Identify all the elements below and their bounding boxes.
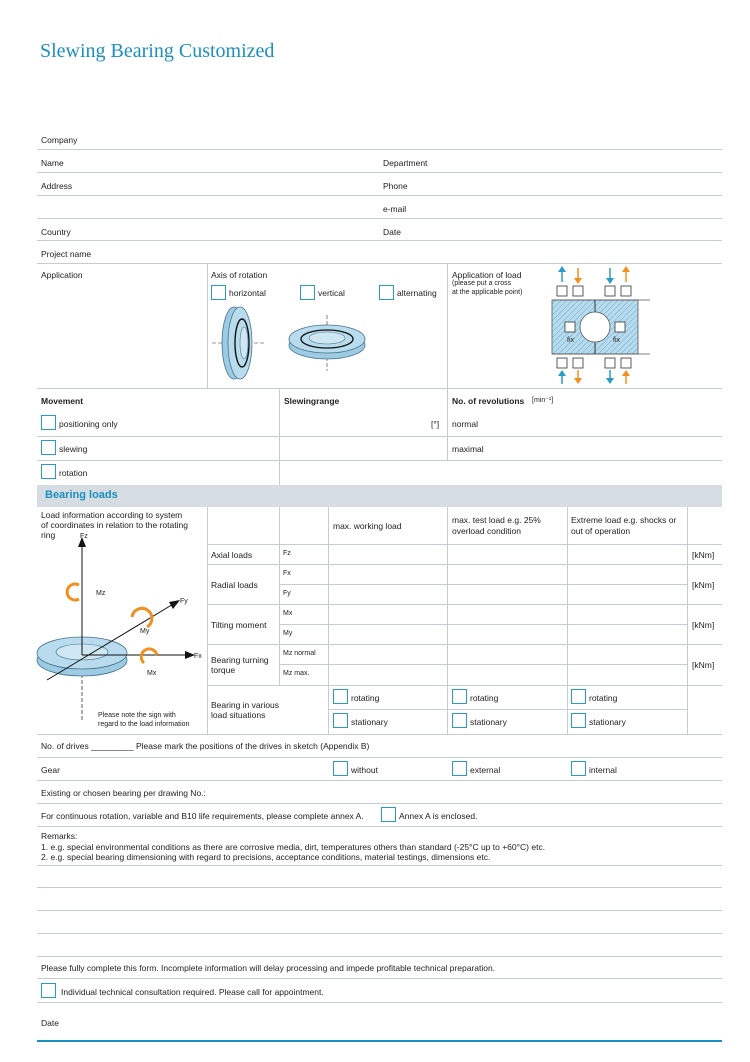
divider xyxy=(207,644,722,645)
divider xyxy=(687,507,688,734)
bearing-loads-title: Bearing loads xyxy=(45,489,118,501)
positioning-only-checkbox[interactable] xyxy=(41,415,56,430)
situations-label-1: Bearing in various xyxy=(211,700,280,710)
slewing-checkbox[interactable] xyxy=(41,440,56,455)
divider xyxy=(207,685,722,686)
mx-label: Mx xyxy=(147,670,157,677)
working-rotating-checkbox[interactable] xyxy=(333,689,348,704)
remarks-field-line[interactable] xyxy=(37,910,722,911)
annex-enclosed-checkbox[interactable] xyxy=(381,807,396,822)
completion-notice: Please fully complete this form. Incomplete information will delay processing and impede profitable technical preparation. xyxy=(41,963,496,973)
rotation-label: rotation xyxy=(59,468,88,478)
existing-bearing-label: Existing or chosen bearing per drawing No.: xyxy=(41,788,206,798)
application-label: Application xyxy=(41,270,83,280)
extreme-rotating-label: rotating xyxy=(589,693,618,703)
existing-bearing-field xyxy=(37,803,722,804)
page-title: Slewing Bearing Customized xyxy=(40,40,275,62)
footer-date-label: Date xyxy=(41,1018,59,1028)
row-symbol-mx: Mx xyxy=(283,610,293,617)
row-symbol-fx: Fx xyxy=(283,570,291,577)
revolutions-unit: [min⁻¹] xyxy=(532,397,554,404)
divider xyxy=(279,624,687,625)
slewing-unit: [°] xyxy=(431,419,440,429)
divider xyxy=(37,460,722,461)
consultation-label: Individual technical consultation required. Please call for appointment. xyxy=(61,987,324,997)
remarks-field-line[interactable] xyxy=(37,933,722,934)
extreme-rotating-checkbox[interactable] xyxy=(571,689,586,704)
row-turning-torque-1: Bearing turning xyxy=(211,655,269,665)
extreme-stationary-label: stationary xyxy=(589,717,626,727)
fz-label: Fz xyxy=(80,533,88,540)
extreme-stationary-checkbox[interactable] xyxy=(571,713,586,728)
divider xyxy=(37,826,722,827)
arrow-up-icon xyxy=(558,266,566,282)
divider xyxy=(207,507,208,734)
working-rotating-label: rotating xyxy=(351,693,380,703)
divider xyxy=(567,507,568,734)
row-radial-loads: Radial loads xyxy=(211,580,258,590)
gear-external-label: external xyxy=(470,765,501,775)
divider xyxy=(207,263,208,388)
project-name-label: Project name xyxy=(41,249,92,259)
sign-note-2: regard to the load information xyxy=(98,721,190,728)
load-intro-1: Load information according to system xyxy=(41,510,183,520)
country-field[interactable] xyxy=(37,240,722,241)
revolutions-normal-label: normal xyxy=(452,419,478,429)
fix-label-left: fix xyxy=(567,337,574,344)
axis-alternating-checkbox[interactable] xyxy=(379,285,394,300)
axis-alternating-label: alternating xyxy=(397,288,437,298)
divider xyxy=(447,388,448,461)
divider xyxy=(37,780,722,781)
divider xyxy=(37,956,722,957)
fx-label: Fx xyxy=(194,653,202,660)
drives-text: No. of drives _________ Please mark the positions of the drives in sketch (Appendix B) xyxy=(41,741,370,751)
gear-external-checkbox[interactable] xyxy=(452,761,467,776)
axis-horizontal-label: horizontal xyxy=(229,288,266,298)
axis-vertical-checkbox[interactable] xyxy=(300,285,315,300)
name-field[interactable] xyxy=(37,172,722,173)
working-stationary-label: stationary xyxy=(351,717,388,727)
email-field[interactable] xyxy=(37,218,722,219)
col-header-test-2: overload condition xyxy=(452,526,521,536)
row-symbol-mz-normal: Mz normal xyxy=(283,650,316,657)
project-name-field[interactable] xyxy=(37,263,722,264)
country-label: Country xyxy=(41,227,71,237)
arrow-down-icon xyxy=(574,268,582,284)
test-stationary-label: stationary xyxy=(470,717,507,727)
divider xyxy=(207,564,722,565)
application-of-load-label: Application of load xyxy=(452,270,522,280)
gear-without-checkbox[interactable] xyxy=(333,761,348,776)
working-stationary-checkbox[interactable] xyxy=(333,713,348,728)
sign-note-1: Please note the sign with xyxy=(98,712,176,719)
gear-without-label: without xyxy=(351,765,378,775)
row-symbol-fz: Fz xyxy=(283,550,291,557)
annex-text: For continuous rotation, variable and B10 life requirements, please complete annex A. xyxy=(41,811,364,821)
divider xyxy=(207,544,722,545)
rotation-checkbox[interactable] xyxy=(41,464,56,479)
row-axial-loads: Axial loads xyxy=(211,550,253,560)
company-label: Company xyxy=(41,135,78,145)
unit-axial: [kNm] xyxy=(692,550,715,560)
load-application-diagram xyxy=(550,266,655,386)
row-turning-torque-2: torque xyxy=(211,665,236,675)
name-label: Name xyxy=(41,158,64,168)
revolutions-header: No. of revolutions xyxy=(452,396,525,406)
my-label: My xyxy=(140,628,150,635)
divider xyxy=(37,388,722,389)
mz-label: Mz xyxy=(96,590,106,597)
divider xyxy=(37,1002,722,1003)
vertical-bearing-illustration xyxy=(287,315,367,375)
divider xyxy=(328,709,687,710)
remarks-line-2: 2. e.g. special bearing dimensioning with regard to precisions, acceptance conditions, material testings, dimensions etc. xyxy=(41,852,491,862)
col-header-test-1: max. test load e.g. 25% xyxy=(452,515,541,525)
divider xyxy=(279,507,280,685)
gear-internal-label: internal xyxy=(589,765,617,775)
email-label: e-mail xyxy=(383,204,407,214)
slewing-label: slewing xyxy=(59,444,88,454)
address-field[interactable] xyxy=(37,195,722,196)
col-header-extreme-1: Extreme load e.g. shocks or xyxy=(571,515,677,525)
remarks-field-line[interactable] xyxy=(37,865,722,866)
divider xyxy=(37,734,722,735)
row-symbol-mz-max: Mz max. xyxy=(283,670,310,677)
company-field[interactable] xyxy=(37,149,722,150)
revolutions-maximal-label: maximal xyxy=(452,444,484,454)
phone-label: Phone xyxy=(383,181,408,191)
col-header-working: max. working load xyxy=(333,521,402,531)
divider xyxy=(447,507,448,734)
axis-horizontal-checkbox[interactable] xyxy=(211,285,226,300)
department-label: Department xyxy=(383,158,428,168)
unit-torque: [kNm] xyxy=(692,660,715,670)
axis-of-rotation-label: Axis of rotation xyxy=(211,270,268,280)
annex-enclosed-label: Annex A is enclosed. xyxy=(399,811,478,821)
test-rotating-checkbox[interactable] xyxy=(452,689,467,704)
positioning-only-label: positioning only xyxy=(59,419,118,429)
row-symbol-fy: Fy xyxy=(283,590,291,597)
divider xyxy=(37,757,722,758)
divider xyxy=(328,507,329,734)
remarks-line-1: 1. e.g. special environmental conditions as there are corrosive media, dirt, temperatures others than standard (-25°C up to +60°C) etc. xyxy=(41,842,546,852)
remarks-field-line[interactable] xyxy=(37,887,722,888)
horizontal-bearing-illustration xyxy=(212,305,267,385)
situations-label-2: load situations xyxy=(211,710,266,720)
arrow-down-icon xyxy=(606,268,614,284)
unit-tilting: [kNm] xyxy=(692,620,715,630)
remarks-label: Remarks: xyxy=(41,831,78,841)
test-stationary-checkbox[interactable] xyxy=(452,713,467,728)
divider xyxy=(447,263,448,388)
divider xyxy=(37,436,722,437)
row-tilting-moment: Tilting moment xyxy=(211,620,267,630)
date-label: Date xyxy=(383,227,401,237)
load-intro-2: of coordinates in relation to the rotating xyxy=(41,520,188,530)
arrow-up-icon xyxy=(622,370,630,384)
bearing-loads-section-header xyxy=(37,485,722,507)
load-intro-3: ring xyxy=(41,530,56,540)
movement-header: Movement xyxy=(41,396,84,406)
axis-vertical-label: vertical xyxy=(318,288,345,298)
arrow-down-icon xyxy=(574,370,582,384)
coordinate-system-diagram xyxy=(37,535,207,725)
load-note-1: (please put a cross xyxy=(452,280,512,287)
gear-internal-checkbox[interactable] xyxy=(571,761,586,776)
gear-label: Gear xyxy=(41,765,60,775)
test-rotating-label: rotating xyxy=(470,693,499,703)
unit-radial: [kNm] xyxy=(692,580,715,590)
footer-accent-line xyxy=(37,1040,722,1042)
divider xyxy=(279,584,687,585)
load-note-2: at the applicable point) xyxy=(452,289,523,296)
divider xyxy=(207,604,722,605)
fy-label: Fy xyxy=(180,598,188,605)
arrow-down-icon xyxy=(606,370,614,384)
fix-label-right: fix xyxy=(613,337,620,344)
slewingrange-header: Slewingrange xyxy=(284,396,340,406)
col-header-extreme-2: out of operation xyxy=(571,526,631,536)
consultation-checkbox[interactable] xyxy=(41,983,56,998)
row-symbol-my: My xyxy=(283,630,293,637)
divider xyxy=(37,978,722,979)
arrow-up-icon xyxy=(558,370,566,384)
divider xyxy=(279,664,687,665)
address-label: Address xyxy=(41,181,73,191)
arrow-up-icon xyxy=(622,266,630,282)
